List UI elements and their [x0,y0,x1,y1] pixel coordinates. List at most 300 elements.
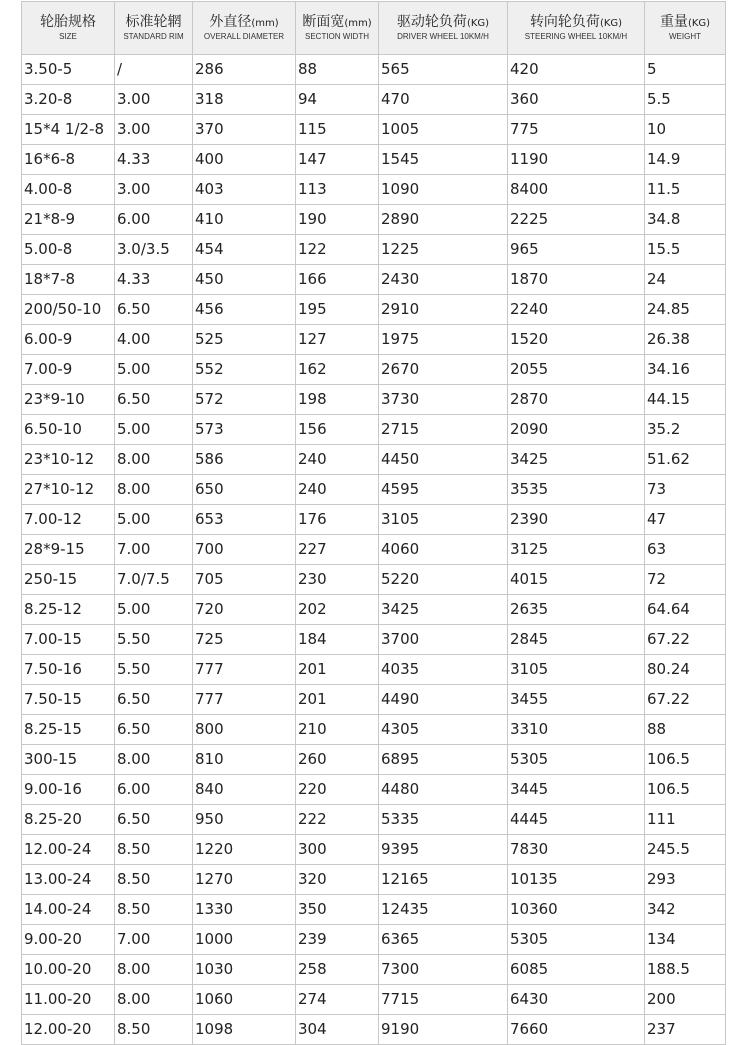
cell-section-width: 350 [296,895,379,925]
table-body [22,55,726,1045]
table-row [22,865,726,895]
cell-standard-rim: 6.50 [115,385,193,415]
cell-steering-wheel-load: 2090 [508,415,645,445]
cell-standard-rim: 8.00 [115,445,193,475]
cell-size: 11.00-20 [22,985,115,1015]
cell-weight: 15.5 [645,235,726,265]
cell-steering-wheel-load: 2635 [508,595,645,625]
header-row [22,2,726,55]
column-header-unit: (KG) [687,18,711,29]
cell-steering-wheel-load: 2240 [508,295,645,325]
cell-driver-wheel-load: 12435 [379,895,508,925]
cell-section-width: 220 [296,775,379,805]
cell-overall-diameter: 400 [193,145,296,175]
cell-weight: 44.15 [645,385,726,415]
cell-overall-diameter: 1030 [193,955,296,985]
column-header-en: SIZE [59,32,77,41]
cell-overall-diameter: 950 [193,805,296,835]
cell-section-width: 201 [296,685,379,715]
cell-size: 300-15 [22,745,115,775]
cell-size: 8.25-15 [22,715,115,745]
cell-weight: 11.5 [645,175,726,205]
cell-weight: 200 [645,985,726,1015]
cell-section-width: 227 [296,535,379,565]
cell-weight: 188.5 [645,955,726,985]
cell-driver-wheel-load: 2715 [379,415,508,445]
cell-section-width: 300 [296,835,379,865]
column-header-en: DRIVER WHEEL 10KM/H [397,32,489,41]
table-row [22,385,726,415]
cell-weight: 88 [645,715,726,745]
table-row [22,145,726,175]
table-row [22,565,726,595]
cell-standard-rim: 5.00 [115,415,193,445]
cell-overall-diameter: 653 [193,505,296,535]
cell-driver-wheel-load: 1975 [379,325,508,355]
cell-driver-wheel-load: 3425 [379,595,508,625]
cell-driver-wheel-load: 6365 [379,925,508,955]
cell-overall-diameter: 370 [193,115,296,145]
table-row [22,775,726,805]
cell-standard-rim: 3.00 [115,175,193,205]
cell-weight: 10 [645,115,726,145]
cell-steering-wheel-load: 1520 [508,325,645,355]
cell-section-width: 166 [296,265,379,295]
cell-standard-rim: 8.00 [115,745,193,775]
cell-standard-rim: 8.50 [115,1015,193,1045]
table-row [22,505,726,535]
table-row [22,985,726,1015]
column-header-zh-text: 外直径 [209,14,252,30]
cell-weight: 24 [645,265,726,295]
column-header-zh-text: 标准轮辋 [125,14,182,30]
cell-section-width: 113 [296,175,379,205]
table-row [22,205,726,235]
cell-size: 13.00-24 [22,865,115,895]
cell-standard-rim: 4.33 [115,265,193,295]
table-row [22,805,726,835]
column-header-zh [508,14,644,32]
tire-spec-table [21,1,726,1045]
cell-standard-rim: 5.00 [115,505,193,535]
column-header-driver-wheel-load [379,2,508,55]
cell-weight: 106.5 [645,775,726,805]
cell-size: 12.00-24 [22,835,115,865]
table-row [22,115,726,145]
cell-steering-wheel-load: 3105 [508,655,645,685]
cell-overall-diameter: 1330 [193,895,296,925]
cell-standard-rim: 6.00 [115,205,193,235]
cell-standard-rim: 6.50 [115,295,193,325]
cell-overall-diameter: 800 [193,715,296,745]
cell-weight: 342 [645,895,726,925]
cell-section-width: 222 [296,805,379,835]
cell-driver-wheel-load: 4305 [379,715,508,745]
cell-section-width: 147 [296,145,379,175]
cell-weight: 134 [645,925,726,955]
cell-section-width: 240 [296,445,379,475]
cell-steering-wheel-load: 2845 [508,625,645,655]
cell-driver-wheel-load: 4450 [379,445,508,475]
cell-overall-diameter: 318 [193,85,296,115]
cell-driver-wheel-load: 5335 [379,805,508,835]
table-row [22,355,726,385]
cell-standard-rim: 6.50 [115,805,193,835]
cell-size: 7.50-16 [22,655,115,685]
cell-weight: 14.9 [645,145,726,175]
cell-section-width: 195 [296,295,379,325]
table-row [22,295,726,325]
cell-weight: 5 [645,55,726,85]
cell-driver-wheel-load: 4035 [379,655,508,685]
cell-weight: 51.62 [645,445,726,475]
cell-overall-diameter: 572 [193,385,296,415]
column-header-zh [22,14,114,32]
cell-size: 21*8-9 [22,205,115,235]
column-header-en: OVERALL DIAMETER [203,32,285,41]
cell-driver-wheel-load: 12165 [379,865,508,895]
column-header-size [22,2,115,55]
cell-size: 200/50-10 [22,295,115,325]
table-row [22,955,726,985]
cell-driver-wheel-load: 7300 [379,955,508,985]
cell-section-width: 184 [296,625,379,655]
cell-overall-diameter: 777 [193,685,296,715]
cell-weight: 293 [645,865,726,895]
cell-standard-rim: 8.50 [115,895,193,925]
cell-size: 6.00-9 [22,325,115,355]
cell-section-width: 127 [296,325,379,355]
cell-driver-wheel-load: 565 [379,55,508,85]
table-row [22,55,726,85]
table-row [22,235,726,265]
cell-standard-rim: 8.50 [115,835,193,865]
cell-size: 18*7-8 [22,265,115,295]
cell-driver-wheel-load: 1225 [379,235,508,265]
column-header-section-width [296,2,379,55]
cell-size: 12.00-20 [22,1015,115,1045]
cell-weight: 73 [645,475,726,505]
cell-size: 7.00-9 [22,355,115,385]
cell-standard-rim: 3.00 [115,85,193,115]
table-row [22,265,726,295]
cell-section-width: 162 [296,355,379,385]
cell-standard-rim: 7.0/7.5 [115,565,193,595]
cell-size: 7.00-12 [22,505,115,535]
cell-steering-wheel-load: 2870 [508,385,645,415]
cell-size: 7.00-15 [22,625,115,655]
cell-size: 8.25-12 [22,595,115,625]
column-header-zh-text: 轮胎规格 [40,14,96,30]
column-header-zh-text: 断面宽 [302,14,345,30]
cell-steering-wheel-load: 6430 [508,985,645,1015]
column-header-en: WEIGHT [669,32,701,41]
cell-section-width: 94 [296,85,379,115]
cell-size: 5.00-8 [22,235,115,265]
cell-section-width: 230 [296,565,379,595]
cell-section-width: 115 [296,115,379,145]
cell-driver-wheel-load: 3700 [379,625,508,655]
cell-driver-wheel-load: 3105 [379,505,508,535]
table-row [22,595,726,625]
cell-weight: 64.64 [645,595,726,625]
cell-weight: 5.5 [645,85,726,115]
column-header-unit: (KG) [466,18,490,29]
cell-standard-rim: 4.33 [115,145,193,175]
cell-driver-wheel-load: 470 [379,85,508,115]
cell-standard-rim: 6.50 [115,685,193,715]
cell-overall-diameter: 456 [193,295,296,325]
cell-standard-rim: 8.50 [115,865,193,895]
cell-driver-wheel-load: 1090 [379,175,508,205]
cell-section-width: 88 [296,55,379,85]
table-row [22,625,726,655]
table-row [22,835,726,865]
cell-size: 3.20-8 [22,85,115,115]
cell-overall-diameter: 720 [193,595,296,625]
cell-driver-wheel-load: 4060 [379,535,508,565]
cell-driver-wheel-load: 2890 [379,205,508,235]
cell-standard-rim: 6.50 [115,715,193,745]
cell-steering-wheel-load: 2225 [508,205,645,235]
cell-weight: 67.22 [645,685,726,715]
table-row [22,85,726,115]
cell-standard-rim: / [115,55,193,85]
cell-overall-diameter: 525 [193,325,296,355]
cell-standard-rim: 4.00 [115,325,193,355]
cell-steering-wheel-load: 8400 [508,175,645,205]
cell-steering-wheel-load: 965 [508,235,645,265]
cell-driver-wheel-load: 7715 [379,985,508,1015]
column-header-unit: (mm) [251,18,279,29]
cell-size: 8.25-20 [22,805,115,835]
cell-overall-diameter: 705 [193,565,296,595]
cell-size: 15*4 1/2-8 [22,115,115,145]
column-header-en: STANDARD RIM [123,32,184,41]
cell-driver-wheel-load: 2430 [379,265,508,295]
column-header-unit: (mm) [344,18,372,29]
cell-driver-wheel-load: 2670 [379,355,508,385]
cell-overall-diameter: 700 [193,535,296,565]
cell-size: 9.00-16 [22,775,115,805]
column-header-zh [193,14,295,32]
column-header-steering-wheel-load [508,2,645,55]
cell-overall-diameter: 840 [193,775,296,805]
cell-steering-wheel-load: 5305 [508,745,645,775]
column-header-zh-text: 驱动轮负荷 [396,14,467,30]
cell-driver-wheel-load: 9190 [379,1015,508,1045]
cell-standard-rim: 5.00 [115,355,193,385]
column-header-zh [296,14,378,32]
cell-section-width: 190 [296,205,379,235]
cell-overall-diameter: 1000 [193,925,296,955]
cell-driver-wheel-load: 9395 [379,835,508,865]
cell-standard-rim: 6.00 [115,775,193,805]
column-header-zh-text: 重量 [659,14,688,30]
cell-size: 16*6-8 [22,145,115,175]
table-row [22,685,726,715]
table-row [22,895,726,925]
cell-size: 10.00-20 [22,955,115,985]
cell-section-width: 239 [296,925,379,955]
table-header [22,2,726,55]
cell-standard-rim: 3.0/3.5 [115,235,193,265]
cell-section-width: 210 [296,715,379,745]
cell-overall-diameter: 586 [193,445,296,475]
cell-steering-wheel-load: 3125 [508,535,645,565]
cell-section-width: 320 [296,865,379,895]
cell-overall-diameter: 777 [193,655,296,685]
cell-weight: 63 [645,535,726,565]
cell-overall-diameter: 1060 [193,985,296,1015]
cell-weight: 72 [645,565,726,595]
cell-standard-rim: 5.50 [115,625,193,655]
cell-overall-diameter: 650 [193,475,296,505]
cell-section-width: 176 [296,505,379,535]
cell-standard-rim: 8.00 [115,475,193,505]
cell-size: 4.00-8 [22,175,115,205]
cell-steering-wheel-load: 7830 [508,835,645,865]
cell-weight: 80.24 [645,655,726,685]
cell-steering-wheel-load: 360 [508,85,645,115]
cell-section-width: 202 [296,595,379,625]
cell-weight: 106.5 [645,745,726,775]
cell-steering-wheel-load: 3445 [508,775,645,805]
column-header-zh-text: 转向轮负荷 [529,14,600,30]
cell-driver-wheel-load: 4595 [379,475,508,505]
column-header-unit: (KG) [599,18,623,29]
cell-weight: 34.16 [645,355,726,385]
column-header-zh [379,14,507,32]
cell-driver-wheel-load: 4490 [379,685,508,715]
cell-overall-diameter: 454 [193,235,296,265]
cell-steering-wheel-load: 3455 [508,685,645,715]
column-header-en: SECTION WIDTH [305,32,369,41]
cell-steering-wheel-load: 4015 [508,565,645,595]
table-row [22,415,726,445]
cell-steering-wheel-load: 420 [508,55,645,85]
cell-section-width: 240 [296,475,379,505]
cell-weight: 111 [645,805,726,835]
cell-overall-diameter: 725 [193,625,296,655]
cell-steering-wheel-load: 1190 [508,145,645,175]
cell-steering-wheel-load: 10135 [508,865,645,895]
cell-overall-diameter: 1220 [193,835,296,865]
cell-weight: 47 [645,505,726,535]
cell-driver-wheel-load: 4480 [379,775,508,805]
column-header-weight [645,2,726,55]
cell-standard-rim: 3.00 [115,115,193,145]
cell-steering-wheel-load: 1870 [508,265,645,295]
cell-overall-diameter: 552 [193,355,296,385]
cell-overall-diameter: 573 [193,415,296,445]
cell-standard-rim: 7.00 [115,535,193,565]
cell-steering-wheel-load: 5305 [508,925,645,955]
table-row [22,445,726,475]
cell-section-width: 156 [296,415,379,445]
cell-steering-wheel-load: 7660 [508,1015,645,1045]
column-header-overall-diameter [193,2,296,55]
cell-weight: 67.22 [645,625,726,655]
cell-standard-rim: 8.00 [115,955,193,985]
cell-section-width: 201 [296,655,379,685]
cell-driver-wheel-load: 6895 [379,745,508,775]
cell-size: 14.00-24 [22,895,115,925]
cell-overall-diameter: 1270 [193,865,296,895]
cell-section-width: 260 [296,745,379,775]
table-row [22,1015,726,1045]
cell-overall-diameter: 1098 [193,1015,296,1045]
cell-driver-wheel-load: 2910 [379,295,508,325]
table-row [22,745,726,775]
table-row [22,715,726,745]
cell-steering-wheel-load: 3425 [508,445,645,475]
cell-weight: 24.85 [645,295,726,325]
table-row [22,655,726,685]
cell-weight: 237 [645,1015,726,1045]
cell-steering-wheel-load: 2055 [508,355,645,385]
cell-driver-wheel-load: 1545 [379,145,508,175]
cell-section-width: 304 [296,1015,379,1045]
table-row [22,175,726,205]
cell-size: 250-15 [22,565,115,595]
cell-size: 27*10-12 [22,475,115,505]
cell-section-width: 198 [296,385,379,415]
cell-section-width: 122 [296,235,379,265]
cell-overall-diameter: 410 [193,205,296,235]
cell-driver-wheel-load: 3730 [379,385,508,415]
table-row [22,475,726,505]
cell-steering-wheel-load: 2390 [508,505,645,535]
cell-overall-diameter: 450 [193,265,296,295]
cell-steering-wheel-load: 6085 [508,955,645,985]
cell-overall-diameter: 810 [193,745,296,775]
cell-driver-wheel-load: 1005 [379,115,508,145]
cell-weight: 34.8 [645,205,726,235]
cell-size: 23*10-12 [22,445,115,475]
cell-section-width: 274 [296,985,379,1015]
cell-size: 6.50-10 [22,415,115,445]
cell-steering-wheel-load: 3310 [508,715,645,745]
cell-standard-rim: 5.50 [115,655,193,685]
cell-steering-wheel-load: 775 [508,115,645,145]
column-header-en: STEERING WHEEL 10KM/H [524,32,628,41]
cell-steering-wheel-load: 10360 [508,895,645,925]
cell-weight: 245.5 [645,835,726,865]
cell-section-width: 258 [296,955,379,985]
cell-steering-wheel-load: 3535 [508,475,645,505]
cell-overall-diameter: 286 [193,55,296,85]
cell-overall-diameter: 403 [193,175,296,205]
cell-weight: 35.2 [645,415,726,445]
cell-size: 3.50-5 [22,55,115,85]
cell-size: 9.00-20 [22,925,115,955]
cell-size: 28*9-15 [22,535,115,565]
cell-steering-wheel-load: 4445 [508,805,645,835]
cell-standard-rim: 7.00 [115,925,193,955]
column-header-standard-rim [115,2,193,55]
column-header-zh [645,14,725,32]
cell-standard-rim: 8.00 [115,985,193,1015]
table-row [22,325,726,355]
table-row [22,535,726,565]
cell-weight: 26.38 [645,325,726,355]
cell-standard-rim: 5.00 [115,595,193,625]
cell-size: 7.50-15 [22,685,115,715]
cell-size: 23*9-10 [22,385,115,415]
table-row [22,925,726,955]
cell-driver-wheel-load: 5220 [379,565,508,595]
